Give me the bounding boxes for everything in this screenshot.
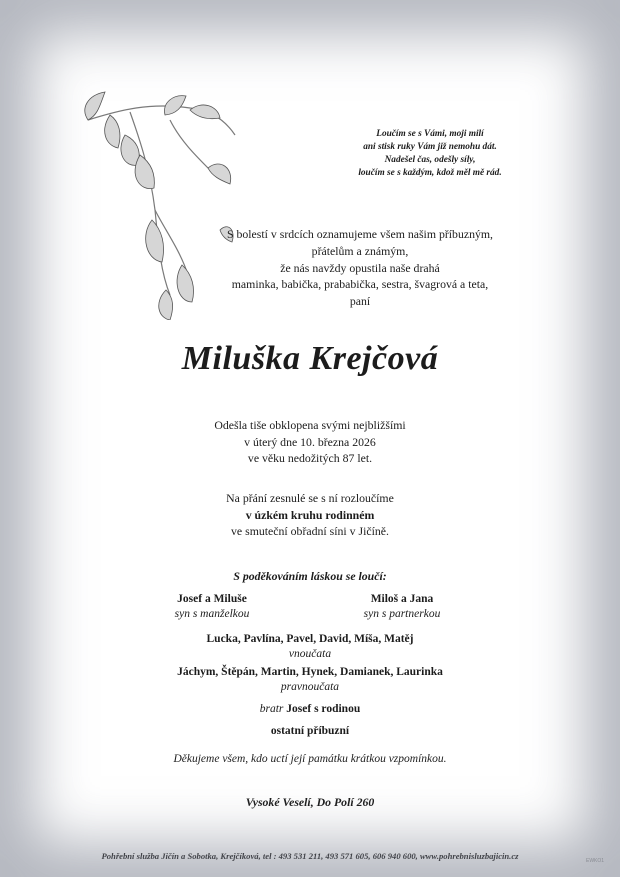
death-details [0,417,620,467]
great-grandchildren-label: pravnoučata [280,681,340,693]
gratitude-line: Děkujeme všem, kdo uctí její památku krátkou vzpomínkou. [173,753,447,765]
mourner-role: syn s partnerkou [363,608,441,620]
farewell-poem [330,128,530,180]
great-grandchildren [0,665,620,695]
intro-line: přátelům a známým, [311,243,409,258]
address-line: Vysoké Veselí, Do Polí 260 [245,795,375,809]
intro-line: maminka, babička, prababička, sestra, švagrová a teta, [231,277,489,292]
farewell-line: ve smuteční obřadní síni v Jičíně. [231,524,389,538]
farewell-line-emphasis: v úzkém kruhu rodinném [245,507,375,522]
thanks-title: S poděkováním láskou se loučí: [233,569,387,583]
intro-line: že nás navždy opustila naše drahá [280,260,440,275]
farewell-line: Na přání zesnulé se s ní rozloučíme [226,491,394,505]
print-stamp: EWKO1 [586,858,605,864]
intro-line: paní [349,294,371,309]
grandchildren-names: Lucka, Pavlína, Pavel, David, Míša, Matěj [206,633,414,645]
brother-prefix: bratr [259,703,284,715]
mourner-role: syn s manželkou [174,608,250,620]
death-line: v úterý dne 10. března 2026 [244,434,376,449]
announcement-intro [210,226,510,310]
mourner-right [327,592,477,622]
mourner-left [137,592,287,622]
death-line: ve věku nedožitých 87 let. [247,451,373,465]
grandchildren-label: vnoučata [288,648,332,660]
poem-line: ani stisk ruky Vám již nemohu dát. [363,142,497,152]
farewell-details [0,490,620,540]
funeral-service-footer: Pohřební služba Jičín a Sobotka, Krejčíková, tel : 493 531 211, 493 571 605, 606 940 600, www.pohrebnisluzbajicin.cz [101,851,519,861]
mourner-name: Josef a Miluše [177,593,247,605]
brother-name: Josef s rodinou [286,703,361,715]
brother-line [0,702,620,717]
death-line: Odešla tiše obklopena svými nejbližšími [214,418,406,432]
great-grandchildren-names: Jáchym, Štěpán, Martin, Hynek, Damianek, Laurinka [177,666,443,678]
deceased-name: Miluška Krejčová [181,340,439,377]
poem-line: Nadešel čas, odešly síly, [384,155,476,165]
intro-line: S bolestí v srdcích oznamujeme všem našim příbuzným, [226,227,494,241]
mourner-name: Miloš a Jana [370,593,434,605]
poem-line: loučím se s každým, kdož měl mě rád. [358,168,502,178]
other-relatives: ostatní příbuzní [270,725,350,737]
poem-line: Loučím se s Vámi, moji milí [376,129,484,139]
grandchildren [0,632,620,662]
